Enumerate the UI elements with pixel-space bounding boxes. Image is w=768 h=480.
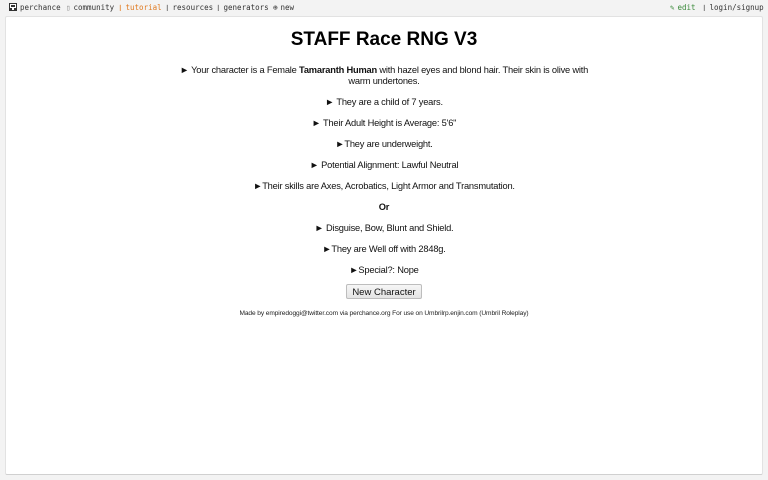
bullet-icon: ► [309, 160, 319, 170]
page-title: STAFF Race RNG V3 [290, 29, 478, 50]
nav-perchance[interactable] [9, 3, 61, 13]
bullet-icon: ► [325, 97, 335, 107]
nav-new-label: new [280, 3, 295, 12]
bullet-icon: ► [322, 244, 332, 254]
nav-resources-label: resources [172, 3, 214, 12]
alignment-text: Potential Alignment: Lawful Neutral [321, 160, 459, 170]
nav-edit[interactable] [670, 3, 696, 13]
alt-skills-text: Disguise, Bow, Blunt and Shield. [325, 223, 454, 233]
weight-text: They are underweight. [344, 139, 433, 149]
age-text: They are a child of 7 years. [336, 97, 443, 107]
height-text: Their Adult Height is Average: 5'6" [322, 118, 457, 128]
nav-edit-label: edit [677, 3, 696, 12]
book-icon: ❙ [118, 3, 123, 12]
generator-output [6, 65, 762, 299]
nav-new[interactable] [273, 3, 294, 13]
nav-resources[interactable] [165, 3, 213, 13]
new-character-button[interactable]: New Character [346, 284, 421, 299]
nav-perchance-label: perchance [20, 3, 61, 12]
skills-text: Their skills are Axes, Acrobatics, Light Armor and Transmutation. [262, 181, 515, 191]
special-line [6, 265, 762, 276]
user-icon: ❙ [702, 3, 707, 12]
wealth-line [6, 244, 762, 255]
nav-login[interactable] [702, 3, 764, 13]
top-nav-bar [0, 0, 768, 16]
nav-generators-label: generators [223, 3, 269, 12]
plus-circle-icon: ⊕ [273, 3, 278, 12]
description-suffix: with hazel eyes and blond hair. Their skin is olive with warm undertones. [348, 65, 589, 86]
weight-line [6, 139, 762, 150]
bullet-icon: ► [314, 223, 324, 233]
description-prefix: Your character is a Female [191, 65, 300, 75]
nav-login-label: login/signup [709, 3, 764, 12]
character-race: Tamaranth Human [299, 65, 377, 75]
bullet-icon: ► [179, 65, 189, 75]
nav-community[interactable] [66, 3, 114, 13]
generators-icon: ❙ [216, 3, 221, 12]
character-description [179, 65, 589, 87]
nav-community-label: community [73, 3, 115, 12]
nav-generators[interactable] [216, 3, 269, 13]
pencil-icon: ✎ [670, 3, 675, 12]
alignment-line [6, 160, 762, 171]
credit-text: Made by empiredoggi@twitter.com via perchance.org For use on Umbrilrp.enjin.com (Umbril Roleplay) [239, 310, 529, 317]
wealth-text: They are Well off with 2848g. [331, 244, 446, 254]
button-row [6, 284, 762, 299]
nav-tutorial[interactable] [118, 3, 162, 13]
age-line [6, 97, 762, 108]
nav-tutorial-label: tutorial [125, 3, 162, 12]
alt-skills-line [6, 223, 762, 234]
chat-icon: ▯ [66, 3, 71, 12]
skills-line [6, 181, 762, 192]
resources-icon: ❙ [165, 3, 170, 12]
generator-output-card [5, 16, 763, 475]
dice-icon [9, 3, 17, 11]
bullet-icon: ► [253, 181, 263, 191]
or-separator: Or [378, 202, 390, 212]
bullet-icon: ► [349, 265, 359, 275]
bullet-icon: ► [311, 118, 321, 128]
special-text: Special?: Nope [358, 265, 419, 275]
height-line [6, 118, 762, 129]
bullet-icon: ► [335, 139, 345, 149]
